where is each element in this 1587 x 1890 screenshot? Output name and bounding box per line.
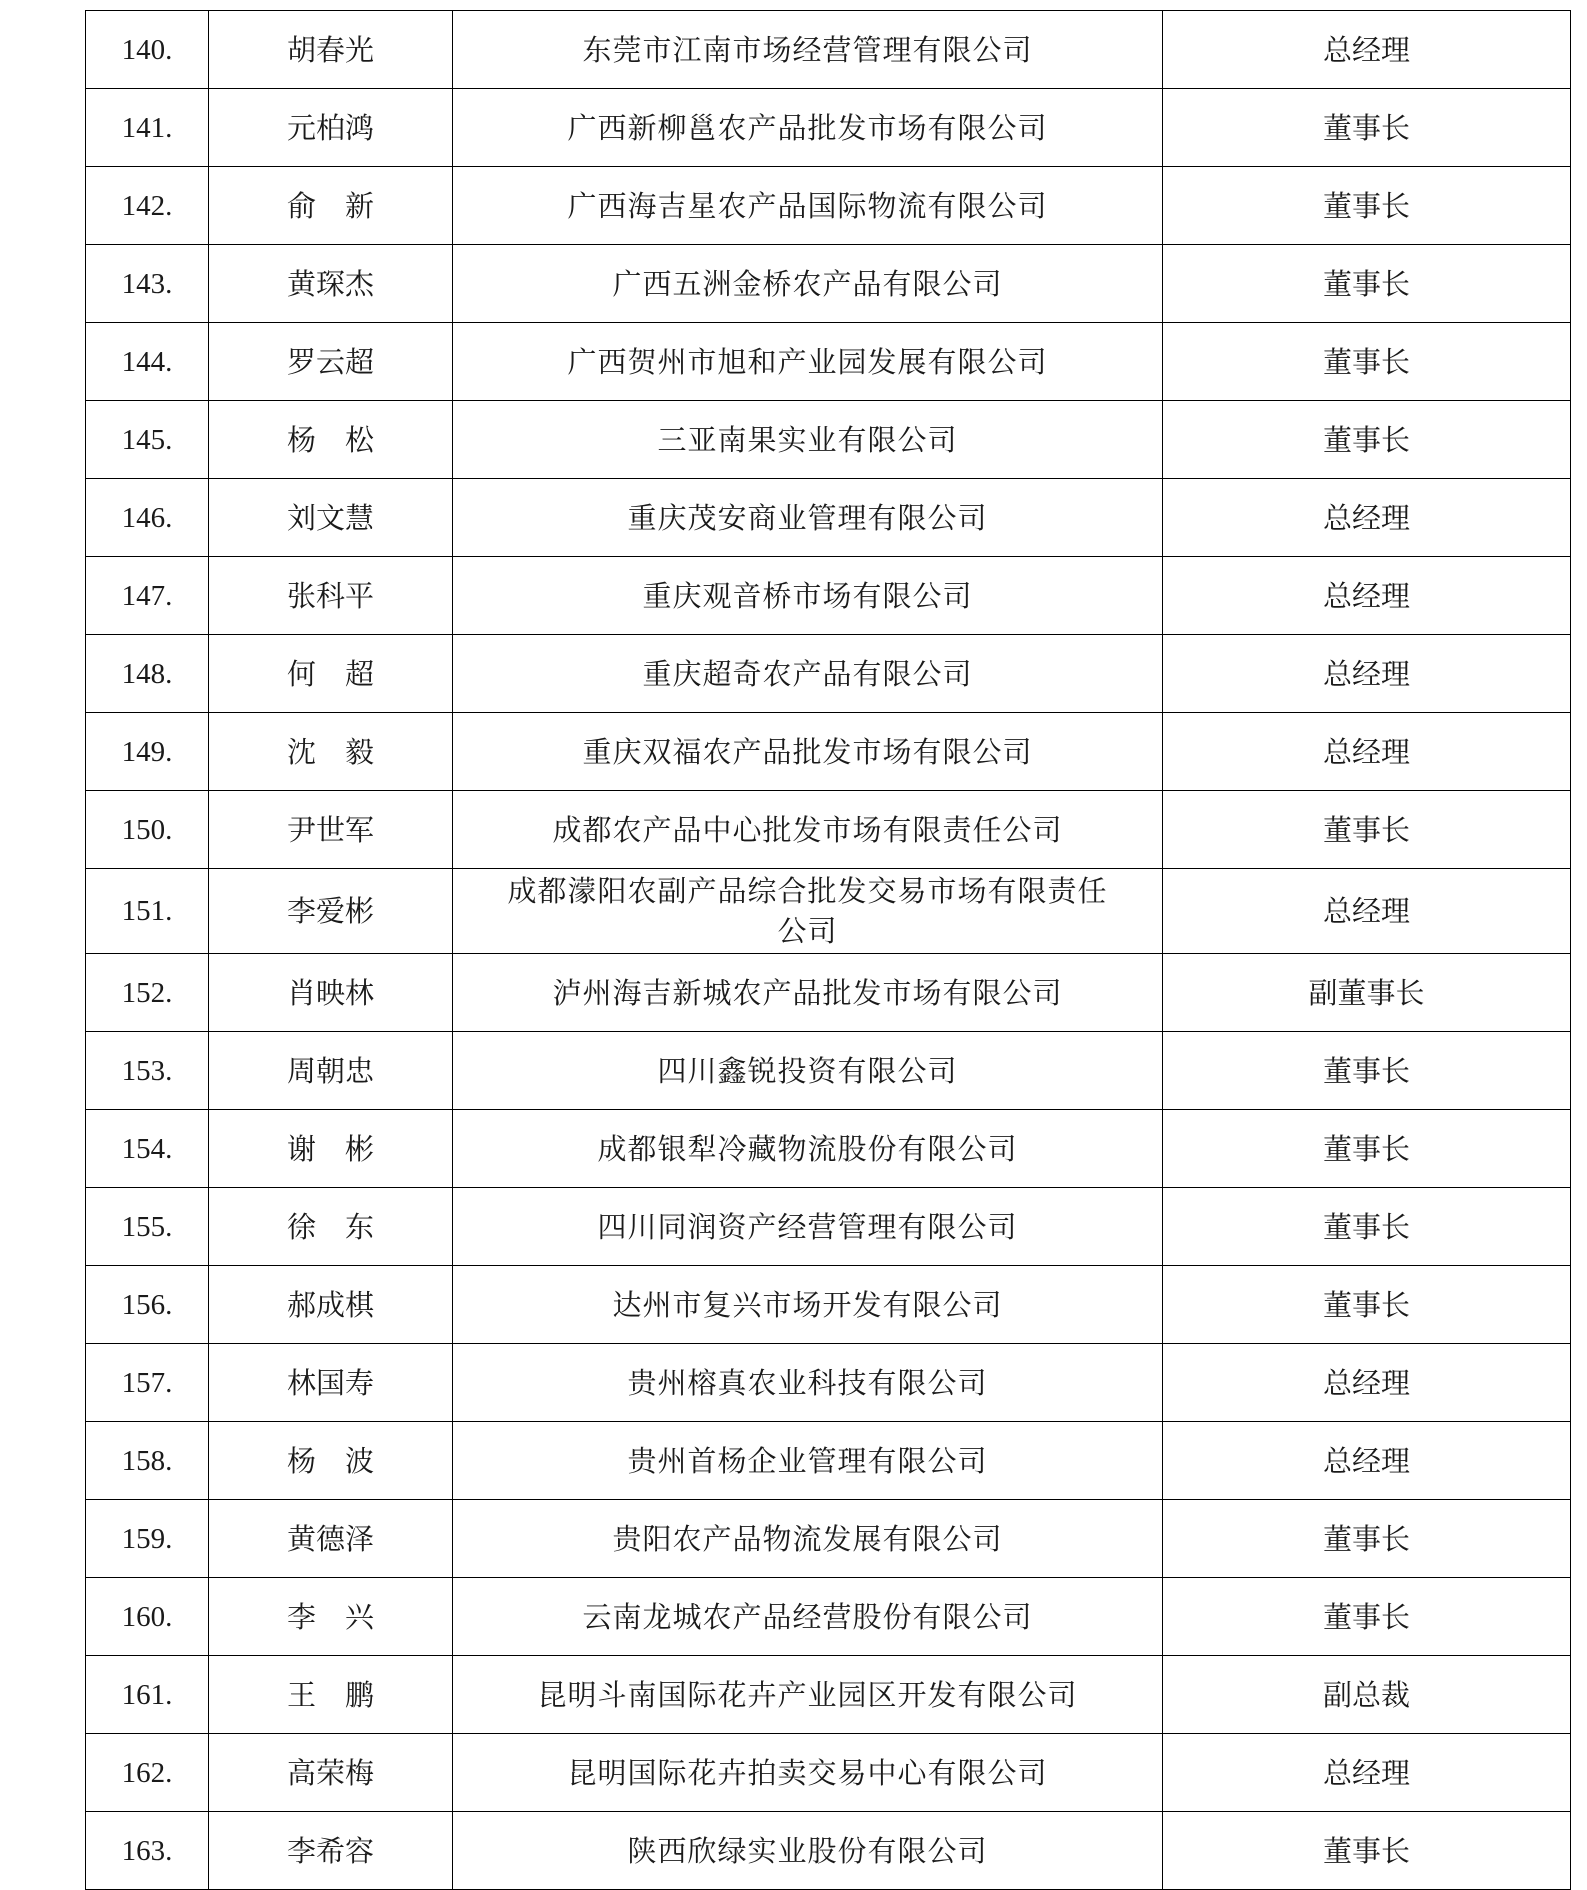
job-title-cell	[1163, 713, 1571, 791]
person-name: 罗云超	[286, 344, 374, 379]
person-name: 黄琛杰	[286, 266, 374, 301]
company-name-cell	[453, 1656, 1163, 1734]
job-title-cell	[1163, 89, 1571, 167]
company-name: 三亚南果实业有限公司	[657, 422, 958, 457]
person-name: 林国寿	[286, 1365, 374, 1400]
row-number-cell	[86, 323, 209, 401]
table-row	[86, 557, 1571, 635]
table-row	[86, 1110, 1571, 1188]
company-name: 重庆观音桥市场有限公司	[642, 578, 973, 613]
company-name-cell	[453, 954, 1163, 1032]
row-number: 155.	[121, 1210, 173, 1243]
row-number-cell	[86, 635, 209, 713]
table-row	[86, 1500, 1571, 1578]
company-name: 重庆茂安商业管理有限公司	[627, 500, 988, 535]
job-title: 总经理	[1322, 1755, 1410, 1790]
company-name: 广西五洲金桥农产品有限公司	[612, 266, 1003, 301]
member-table	[85, 10, 1571, 1890]
row-number: 140.	[121, 33, 173, 66]
company-name-cell	[453, 1578, 1163, 1656]
company-name-cell	[453, 869, 1163, 954]
company-name: 贵阳农产品物流发展有限公司	[612, 1521, 1003, 1556]
row-number: 157.	[121, 1366, 173, 1399]
person-name-cell	[209, 1188, 453, 1266]
job-title-cell	[1163, 1578, 1571, 1656]
row-number: 158.	[121, 1444, 173, 1477]
table-row	[86, 1734, 1571, 1812]
table-row	[86, 89, 1571, 167]
person-name-cell	[209, 89, 453, 167]
company-name: 云南龙城农产品经营股份有限公司	[582, 1599, 1033, 1634]
company-name-cell	[453, 245, 1163, 323]
table-row	[86, 245, 1571, 323]
row-number-cell	[86, 954, 209, 1032]
row-number-cell	[86, 713, 209, 791]
row-number-cell	[86, 245, 209, 323]
row-number: 154.	[121, 1132, 173, 1165]
company-name-cell	[453, 167, 1163, 245]
company-name: 广西海吉星农产品国际物流有限公司	[567, 188, 1048, 223]
company-name-cell	[453, 479, 1163, 557]
company-name-cell	[453, 1500, 1163, 1578]
company-name: 成都濛阳农副产品综合批发交易市场有限责任公司	[507, 874, 1108, 948]
row-number: 149.	[121, 735, 173, 768]
person-name: 张科平	[286, 578, 374, 613]
company-name-cell	[453, 1422, 1163, 1500]
person-name: 杨 松	[286, 422, 374, 457]
job-title-cell	[1163, 1188, 1571, 1266]
row-number: 142.	[121, 189, 173, 222]
person-name-cell	[209, 401, 453, 479]
table-row	[86, 479, 1571, 557]
person-name-cell	[209, 1734, 453, 1812]
job-title-cell	[1163, 557, 1571, 635]
job-title: 总经理	[1322, 32, 1410, 67]
job-title-cell	[1163, 1500, 1571, 1578]
table-row	[86, 167, 1571, 245]
job-title: 董事长	[1322, 1209, 1410, 1244]
person-name: 尹世军	[286, 812, 374, 847]
job-title-cell	[1163, 1266, 1571, 1344]
job-title-cell	[1163, 401, 1571, 479]
row-number-cell	[86, 791, 209, 869]
person-name: 李爱彬	[286, 894, 374, 928]
job-title: 董事长	[1322, 812, 1410, 847]
job-title-cell	[1163, 1734, 1571, 1812]
table-row	[86, 1266, 1571, 1344]
person-name-cell	[209, 1656, 453, 1734]
company-name: 四川鑫锐投资有限公司	[657, 1053, 958, 1088]
job-title-cell	[1163, 1344, 1571, 1422]
table-row	[86, 323, 1571, 401]
row-number: 161.	[121, 1678, 173, 1711]
row-number-cell	[86, 1656, 209, 1734]
person-name-cell	[209, 1422, 453, 1500]
person-name-cell	[209, 1032, 453, 1110]
job-title: 董事长	[1322, 1131, 1410, 1166]
row-number: 156.	[121, 1288, 173, 1321]
row-number: 162.	[121, 1756, 173, 1789]
row-number-cell	[86, 1344, 209, 1422]
company-name-cell	[453, 713, 1163, 791]
person-name-cell	[209, 557, 453, 635]
job-title: 董事长	[1322, 1599, 1410, 1634]
company-name: 贵州榕真农业科技有限公司	[627, 1365, 988, 1400]
job-title-cell	[1163, 1032, 1571, 1110]
person-name-cell	[209, 323, 453, 401]
person-name-cell	[209, 954, 453, 1032]
company-name: 达州市复兴市场开发有限公司	[612, 1287, 1003, 1322]
table-row	[86, 869, 1571, 954]
job-title: 总经理	[1322, 734, 1410, 769]
person-name: 何 超	[286, 656, 374, 691]
row-number-cell	[86, 869, 209, 954]
job-title: 董事长	[1322, 1053, 1410, 1088]
row-number-cell	[86, 1266, 209, 1344]
job-title-cell	[1163, 1656, 1571, 1734]
company-name: 泸州海吉新城农产品批发市场有限公司	[552, 975, 1063, 1010]
company-name: 四川同润资产经营管理有限公司	[597, 1209, 1018, 1244]
job-title-cell	[1163, 869, 1571, 954]
company-name-cell	[453, 557, 1163, 635]
company-name-cell	[453, 1266, 1163, 1344]
job-title-cell	[1163, 479, 1571, 557]
table-row	[86, 1656, 1571, 1734]
row-number: 145.	[121, 423, 173, 456]
member-table-body	[86, 11, 1571, 1890]
person-name: 李希容	[286, 1833, 374, 1868]
company-name: 陕西欣绿实业股份有限公司	[627, 1833, 988, 1868]
row-number-cell	[86, 1188, 209, 1266]
company-name: 成都银犁冷藏物流股份有限公司	[597, 1131, 1018, 1166]
job-title-cell	[1163, 1422, 1571, 1500]
job-title: 董事长	[1322, 1521, 1410, 1556]
job-title: 总经理	[1322, 1443, 1410, 1478]
row-number-cell	[86, 89, 209, 167]
row-number-cell	[86, 401, 209, 479]
person-name-cell	[209, 1266, 453, 1344]
row-number: 144.	[121, 345, 173, 378]
company-name-cell	[453, 635, 1163, 713]
row-number: 146.	[121, 501, 173, 534]
row-number: 163.	[121, 1834, 173, 1867]
job-title-cell	[1163, 791, 1571, 869]
row-number-cell	[86, 479, 209, 557]
person-name-cell	[209, 479, 453, 557]
table-row	[86, 401, 1571, 479]
job-title-cell	[1163, 1110, 1571, 1188]
row-number-cell	[86, 1032, 209, 1110]
job-title: 董事长	[1322, 1833, 1410, 1868]
row-number-cell	[86, 11, 209, 89]
table-row	[86, 1344, 1571, 1422]
person-name: 王 鹏	[286, 1677, 374, 1712]
row-number: 160.	[121, 1600, 173, 1633]
company-name-cell	[453, 1032, 1163, 1110]
job-title: 总经理	[1322, 656, 1410, 691]
job-title: 副董事长	[1308, 975, 1425, 1010]
company-name: 广西新柳邕农产品批发市场有限公司	[567, 110, 1048, 145]
row-number: 143.	[121, 267, 173, 300]
job-title-cell	[1163, 11, 1571, 89]
row-number-cell	[86, 1422, 209, 1500]
company-name: 广西贺州市旭和产业园发展有限公司	[567, 344, 1048, 379]
company-name-cell	[453, 791, 1163, 869]
table-row	[86, 1032, 1571, 1110]
job-title: 总经理	[1322, 894, 1410, 928]
person-name-cell	[209, 1500, 453, 1578]
row-number: 141.	[121, 111, 173, 144]
job-title: 董事长	[1322, 110, 1410, 145]
company-name-cell	[453, 1188, 1163, 1266]
job-title: 总经理	[1322, 500, 1410, 535]
person-name-cell	[209, 11, 453, 89]
row-number-cell	[86, 1734, 209, 1812]
company-name: 东莞市江南市场经营管理有限公司	[582, 32, 1033, 67]
company-name-cell	[453, 1110, 1163, 1188]
job-title-cell	[1163, 323, 1571, 401]
person-name-cell	[209, 245, 453, 323]
person-name: 元柏鸿	[286, 110, 374, 145]
row-number: 148.	[121, 657, 173, 690]
person-name-cell	[209, 167, 453, 245]
person-name-cell	[209, 1578, 453, 1656]
row-number: 151.	[121, 895, 173, 927]
person-name: 郝成棋	[286, 1287, 374, 1322]
person-name: 黄德泽	[286, 1521, 374, 1556]
company-name: 昆明斗南国际花卉产业园区开发有限公司	[537, 1677, 1078, 1712]
job-title-cell	[1163, 167, 1571, 245]
company-name-cell	[453, 1734, 1163, 1812]
person-name-cell	[209, 869, 453, 954]
table-row	[86, 1422, 1571, 1500]
table-row	[86, 1188, 1571, 1266]
person-name: 徐 东	[286, 1209, 374, 1244]
table-row	[86, 954, 1571, 1032]
job-title-cell	[1163, 635, 1571, 713]
job-title: 董事长	[1322, 266, 1410, 301]
company-name-cell	[453, 1344, 1163, 1422]
company-name-cell	[453, 89, 1163, 167]
company-name: 重庆双福农产品批发市场有限公司	[582, 734, 1033, 769]
company-name-cell	[453, 11, 1163, 89]
company-name: 重庆超奇农产品有限公司	[642, 656, 973, 691]
table-row	[86, 11, 1571, 89]
row-number-cell	[86, 557, 209, 635]
job-title: 总经理	[1322, 578, 1410, 613]
job-title: 董事长	[1322, 422, 1410, 457]
company-name-cell	[453, 401, 1163, 479]
person-name: 肖映林	[286, 975, 374, 1010]
person-name: 高荣梅	[286, 1755, 374, 1790]
person-name-cell	[209, 635, 453, 713]
row-number: 147.	[121, 579, 173, 612]
table-row	[86, 791, 1571, 869]
person-name: 杨 波	[286, 1443, 374, 1478]
job-title-cell	[1163, 954, 1571, 1032]
table-row	[86, 713, 1571, 791]
row-number: 153.	[121, 1054, 173, 1087]
person-name: 俞 新	[286, 188, 374, 223]
job-title: 总经理	[1322, 1365, 1410, 1400]
company-name: 贵州首杨企业管理有限公司	[627, 1443, 988, 1478]
row-number-cell	[86, 167, 209, 245]
row-number: 152.	[121, 976, 173, 1009]
company-name: 昆明国际花卉拍卖交易中心有限公司	[567, 1755, 1048, 1790]
row-number-cell	[86, 1500, 209, 1578]
table-row	[86, 1578, 1571, 1656]
person-name: 胡春光	[286, 32, 374, 67]
person-name: 李 兴	[286, 1599, 374, 1634]
person-name: 沈 毅	[286, 734, 374, 769]
person-name: 周朝忠	[286, 1053, 374, 1088]
person-name-cell	[209, 1110, 453, 1188]
row-number-cell	[86, 1110, 209, 1188]
job-title: 董事长	[1322, 188, 1410, 223]
person-name-cell	[209, 791, 453, 869]
job-title: 董事长	[1322, 1287, 1410, 1322]
job-title: 董事长	[1322, 344, 1410, 379]
row-number: 159.	[121, 1522, 173, 1555]
row-number-cell	[86, 1578, 209, 1656]
company-name-cell	[453, 323, 1163, 401]
row-number: 150.	[121, 813, 173, 846]
person-name: 谢 彬	[286, 1131, 374, 1166]
company-name: 成都农产品中心批发市场有限责任公司	[552, 812, 1063, 847]
job-title: 副总裁	[1322, 1677, 1410, 1712]
table-row	[86, 635, 1571, 713]
person-name-cell	[209, 713, 453, 791]
person-name-cell	[209, 1344, 453, 1422]
job-title-cell	[1163, 245, 1571, 323]
person-name: 刘文慧	[286, 500, 374, 535]
